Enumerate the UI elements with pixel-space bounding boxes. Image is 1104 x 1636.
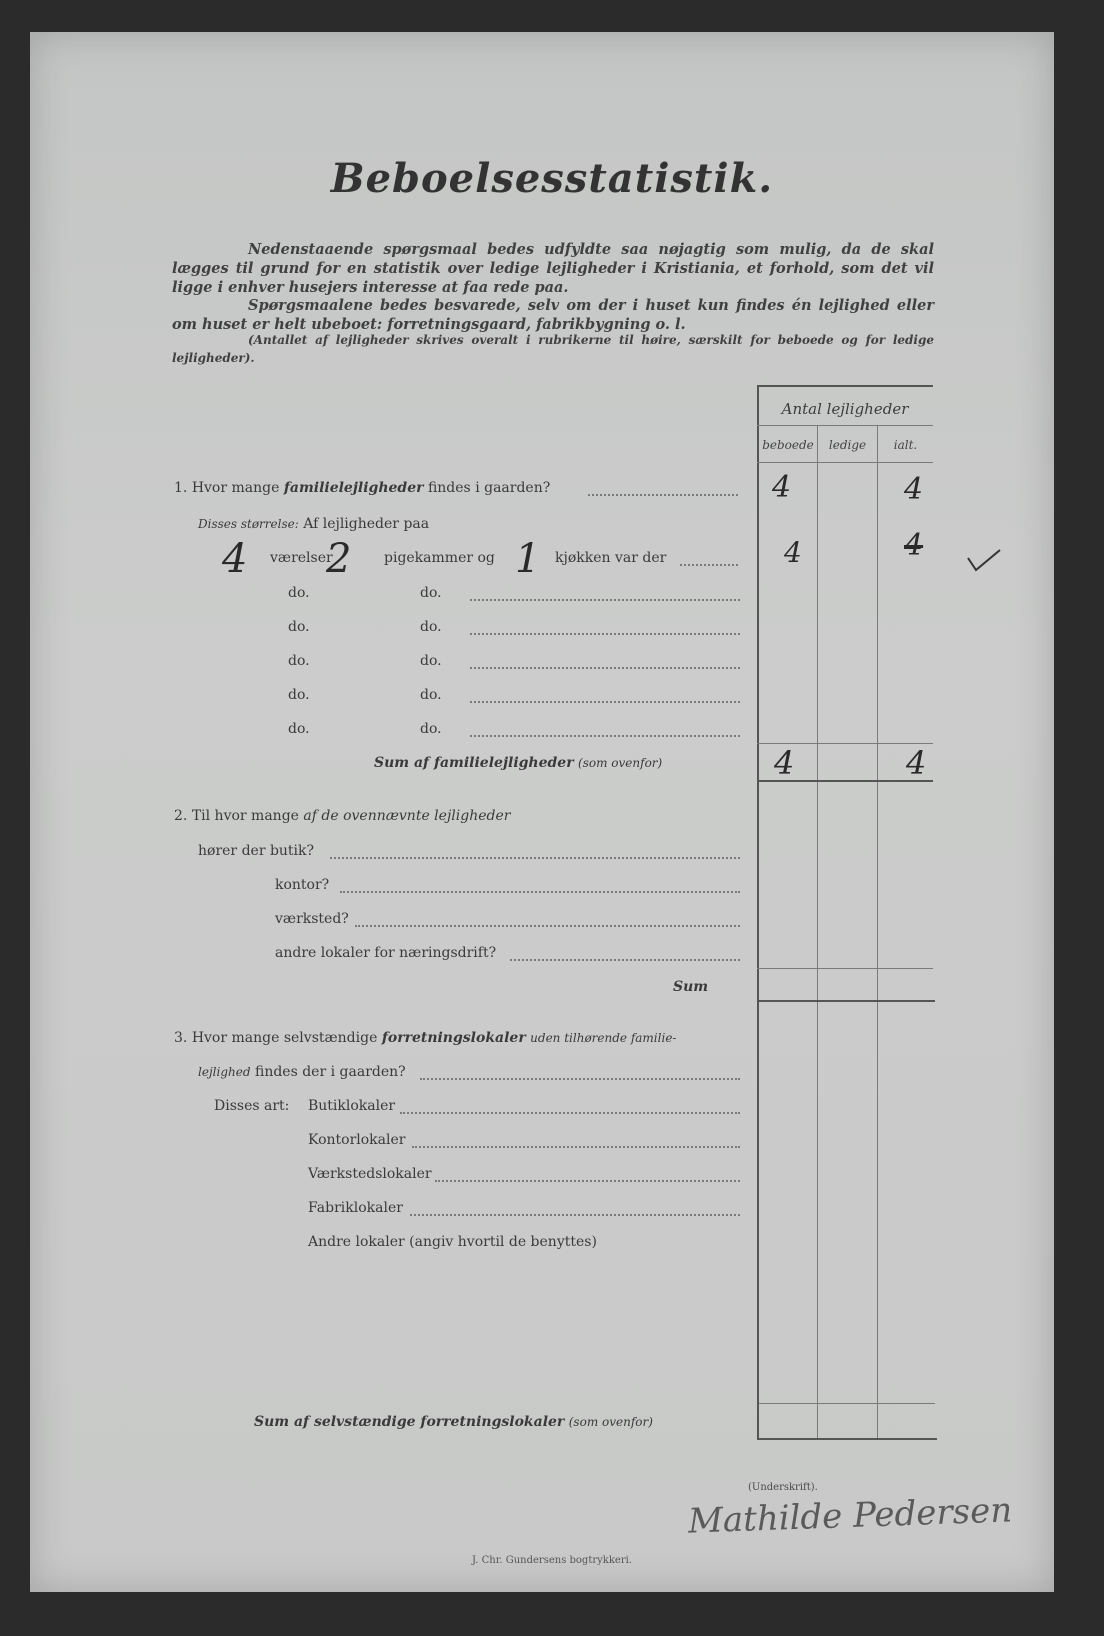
do-row-1-a: do. <box>288 585 310 601</box>
col-header-ialt: ialt. <box>893 438 918 452</box>
q3-sum-label: Sum af selvstændige forretningslokaler <box>254 1414 565 1430</box>
q1-ialt-value[interactable]: 4 <box>904 472 924 507</box>
signature-label: (Underskrift). <box>748 1482 818 1493</box>
intro-paragraph-1: Nedenstaaende spørgsmaal bedes udfyldte saa nøjagtig som mulig, da de skal lægges til grund for en statistik over ledige lejligheder i Kristiania, et forhold, som det vil ligge i enhver husejers interesse at faa rede paa. <box>172 241 934 296</box>
do-row-5-a: do. <box>288 721 310 737</box>
do-row-4-b: do. <box>420 687 442 703</box>
q3-line-2 <box>198 1064 406 1080</box>
kjokken-value[interactable]: 1 <box>515 536 541 582</box>
do-dots-5 <box>470 735 740 737</box>
q3-dots-4 <box>410 1214 740 1216</box>
q3-dots-3 <box>435 1180 740 1182</box>
table-col-line-3 <box>877 425 878 1440</box>
do-dots-4 <box>470 701 740 703</box>
q1-sum-line <box>374 755 662 771</box>
q3-item-butik: Butiklokaler <box>308 1098 396 1114</box>
q2-item-butik: hører der butik? <box>198 843 315 859</box>
table-sum2-top-rule <box>757 968 933 969</box>
do-dots-3 <box>470 667 740 669</box>
q2-text-a: Til hvor mange <box>191 808 299 824</box>
do-dots-2 <box>470 633 740 635</box>
rooms-value[interactable]: 4 <box>222 536 248 582</box>
signature[interactable]: Mathilde Pedersen <box>687 1490 1013 1542</box>
q1-sum-note: (som ovenfor) <box>578 756 663 770</box>
form-title: Beboelsesstatistik. <box>330 155 774 202</box>
intro-paragraph-2: Spørgsmaalene bedes besvarede, selv om der i huset kun findes én lejlighed eller om huset er helt ubeboet: forretningsgaard, fabrikbygning o. l. <box>172 297 934 333</box>
row1-leader-dots <box>680 564 738 566</box>
q1-text-b: familielejligheder <box>283 480 424 496</box>
q2-sum <box>673 979 708 995</box>
do-row-2-b: do. <box>420 619 442 635</box>
do-row-4-a: do. <box>288 687 310 703</box>
q3-sum-line <box>254 1414 653 1430</box>
table-sum3-rule <box>759 1438 937 1440</box>
table-sum2-rule <box>757 1000 935 1002</box>
q3-dots-0 <box>420 1078 740 1080</box>
col-header-beboede: beboede <box>762 438 814 452</box>
q3-dots-2 <box>412 1146 740 1148</box>
printer-imprint: J. Chr. Gundersens bogtrykkeri. <box>472 1555 632 1566</box>
table-col-line-1 <box>757 385 759 1440</box>
q2-dots-1 <box>330 857 740 859</box>
q1-text-c: findes i gaarden? <box>427 480 551 496</box>
size-label: Disses størrelse: <box>198 517 299 531</box>
do-row-5-b: do. <box>420 721 442 737</box>
rooms-label: værelser <box>270 550 333 566</box>
q1-number: 1. <box>174 480 188 496</box>
do-dots-1 <box>470 599 740 601</box>
do-row-3-a: do. <box>288 653 310 669</box>
q3-sum-note: (som ovenfor) <box>568 1415 653 1429</box>
col-header-ledige: ledige <box>828 438 867 452</box>
q3-text-d: lejlighed <box>198 1065 251 1079</box>
q2-number: 2. <box>174 808 188 824</box>
q1-text-a: Hvor mange <box>191 480 280 496</box>
q3-item-andre: Andre lokaler (angiv hvortil de benyttes) <box>308 1234 597 1250</box>
table-header-rule <box>757 425 933 426</box>
size-text: Af lejligheder paa <box>303 516 430 532</box>
q1-size-line <box>198 516 429 532</box>
q2-dots-4 <box>510 959 740 961</box>
q3-line <box>174 1030 676 1046</box>
q3-text-e: findes der i gaarden? <box>254 1064 406 1080</box>
q3-number: 3. <box>174 1030 188 1046</box>
q2-item-kontor: kontor? <box>275 877 330 893</box>
q1-beboede-value[interactable]: 4 <box>772 470 792 505</box>
q2-sum-label: Sum <box>673 979 709 995</box>
q2-line <box>174 808 510 824</box>
table-top-rule <box>757 385 933 387</box>
table-subheader-rule <box>757 462 933 463</box>
q3-item-kontor: Kontorlokaler <box>308 1132 406 1148</box>
intro-note: (Antallet af lejligheder skrives overalt i rubrikerne til høire, særskilt for beboede og for ledige lejligheder). <box>172 333 934 365</box>
table-col-line-2 <box>817 425 818 1440</box>
kjokken-label: kjøkken var der <box>555 550 667 566</box>
q3-item-vaerksted: Værkstedslokaler <box>308 1166 432 1182</box>
row1-beboede-value[interactable]: 4 <box>784 536 802 569</box>
q1-sum-ialt[interactable]: 4 <box>906 744 927 782</box>
do-row-1-b: do. <box>420 585 442 601</box>
q3-item-fabrik: Fabriklokaler <box>308 1200 403 1216</box>
q1-leader-dots <box>588 494 738 496</box>
q2-item-vaerksted: værksted? <box>275 911 349 927</box>
row1-ialt-value[interactable]: 4 <box>904 528 924 563</box>
q2-item-andre: andre lokaler for næringsdrift? <box>275 945 497 961</box>
q3-text-b: forretningslokaler <box>381 1030 526 1046</box>
pige-value[interactable]: 2 <box>326 536 352 582</box>
q3-art-label: Disses art: <box>214 1098 290 1114</box>
q3-dots-1 <box>400 1112 740 1114</box>
q1-sum-label: Sum af familielejligheder <box>374 755 574 771</box>
q2-text-b: af de ovennævnte lejligheder <box>303 808 511 824</box>
q2-dots-2 <box>340 891 740 893</box>
q1-sum-beboede[interactable]: 4 <box>774 744 795 782</box>
do-row-2-a: do. <box>288 619 310 635</box>
do-row-3-b: do. <box>420 653 442 669</box>
q3-text-c: uden tilhørende familie- <box>530 1031 677 1045</box>
table-group-header: Antal lejligheder <box>781 400 909 418</box>
checkmark-icon <box>966 546 1002 574</box>
table-sum3-top-rule <box>759 1403 935 1404</box>
q2-dots-3 <box>355 925 740 927</box>
q1-line <box>174 480 550 496</box>
q3-text-a: Hvor mange selvstændige <box>191 1030 378 1046</box>
pige-label: pigekammer og <box>384 550 495 566</box>
